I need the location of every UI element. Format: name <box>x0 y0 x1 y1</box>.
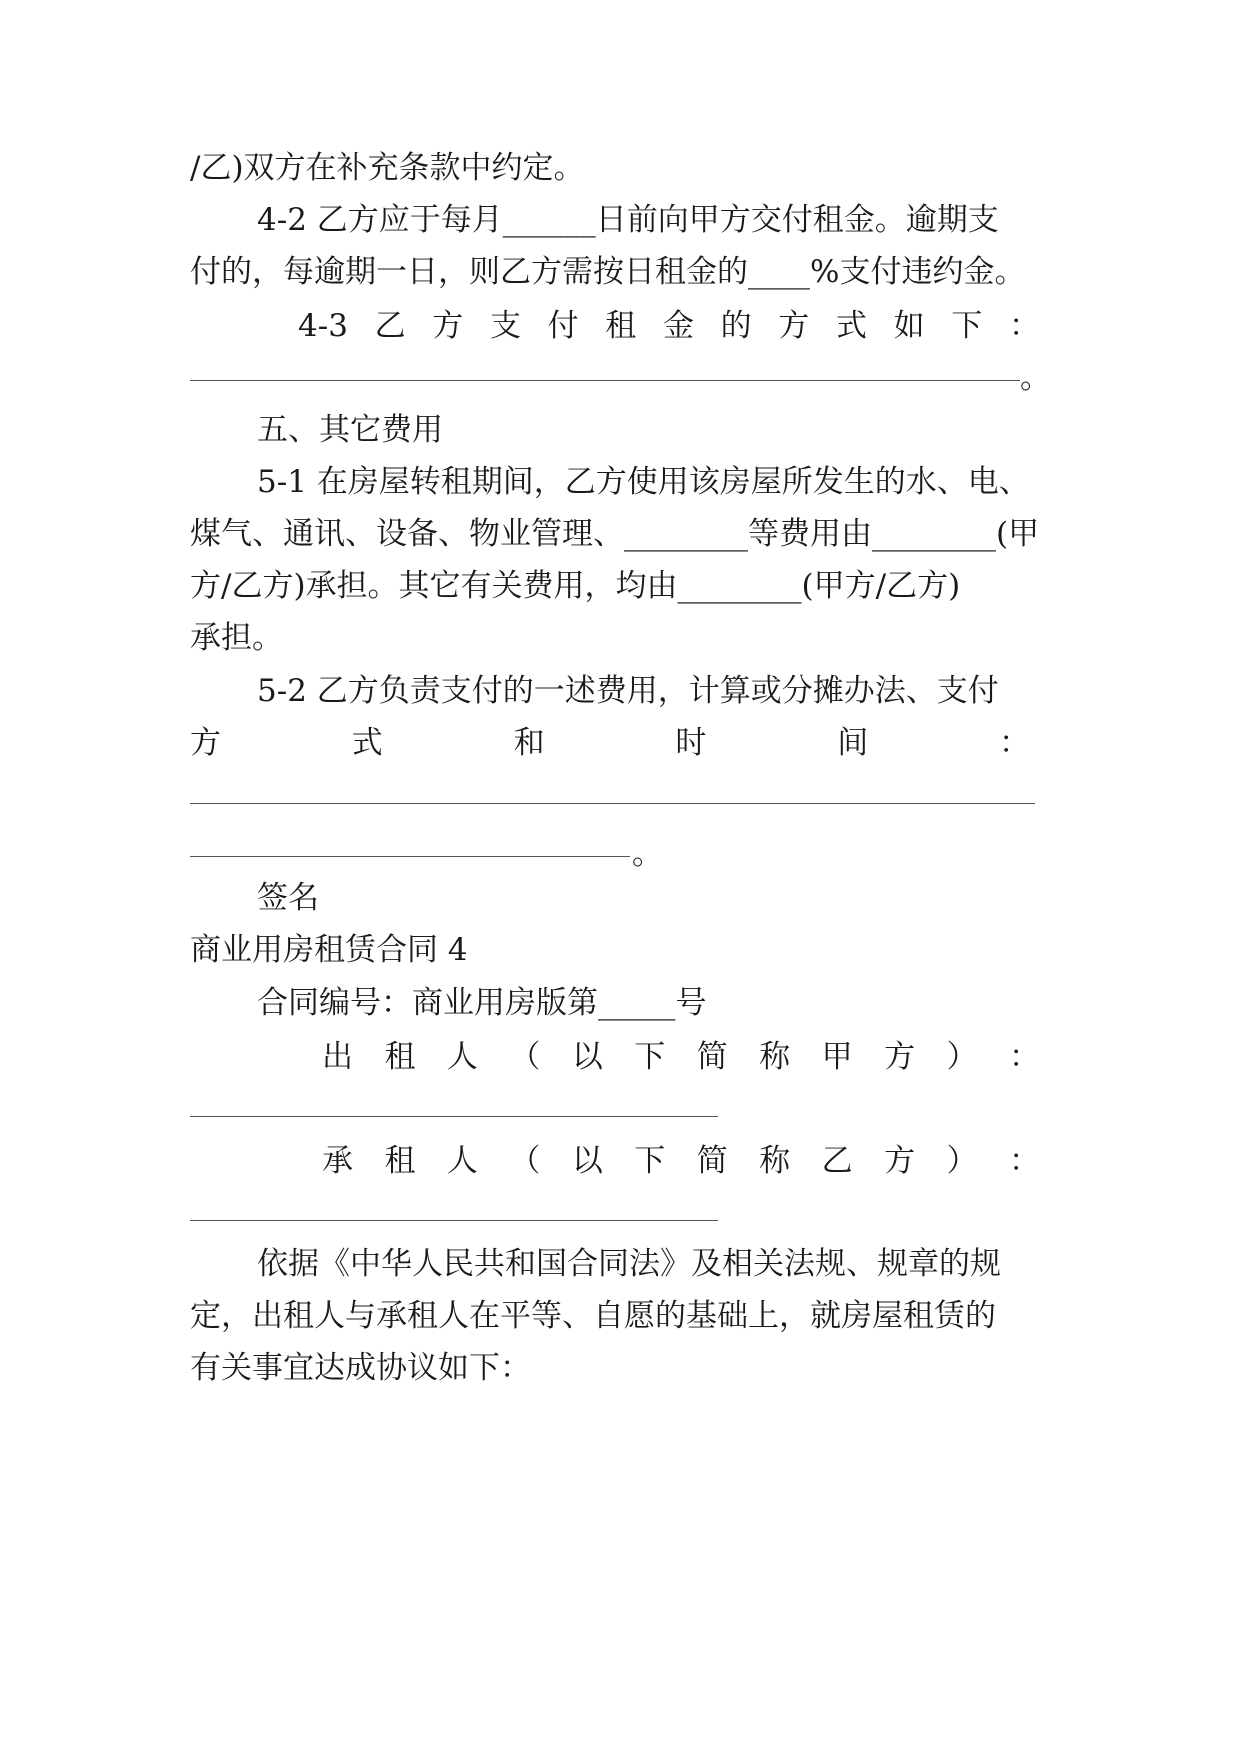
preamble: 依据《中华人民共和国合同法》及相关法规、规章的规 <box>257 1246 1001 1282</box>
char: 和 <box>513 725 545 761</box>
justified-line <box>190 723 1030 763</box>
char: 下 <box>634 1143 666 1179</box>
char: 下 <box>634 1039 666 1075</box>
contract-number: 合同编号：商业用房版第_____号 <box>257 985 707 1021</box>
char: 方 <box>432 308 464 344</box>
clause-4-2: 4-2 乙方应于每月______日前向甲方交付租金。逾期支 <box>257 202 999 238</box>
char: 间 <box>837 725 869 761</box>
char: 承 <box>322 1143 353 1179</box>
char: ： <box>1008 308 1040 344</box>
paragraph-line: 有关事宜达成协议如下： <box>190 1350 531 1386</box>
clause-5-2: 5-2 乙方负责支付的一述费用，计算或分摊办法、支付 <box>257 673 999 709</box>
char: 如 <box>893 308 925 344</box>
paragraph-line: 承担。 <box>190 620 283 656</box>
char: 金 <box>662 308 694 344</box>
char: 租 <box>605 308 637 344</box>
blank-line <box>190 1220 718 1221</box>
period: 。 <box>632 836 663 872</box>
paragraph-line: 方/乙方)承担。其它有关费用，均由________(甲方/乙方) <box>190 568 961 604</box>
char: ： <box>1008 1039 1040 1075</box>
char: 以 <box>571 1039 603 1075</box>
char: 称 <box>759 1143 791 1179</box>
char: 支 <box>489 308 521 344</box>
char: 出 <box>322 1039 353 1075</box>
char: 付 <box>547 308 579 344</box>
char: 租 <box>384 1039 416 1075</box>
paragraph-line: /乙)双方在补充条款中约定。 <box>190 150 585 186</box>
char: 乙 <box>374 308 406 344</box>
paragraph-line: 定，出租人与承租人在平等、自愿的基础上，就房屋租赁的 <box>190 1298 996 1334</box>
char: 租 <box>384 1143 416 1179</box>
period: 。 <box>1020 360 1051 396</box>
char: 方 <box>884 1039 916 1075</box>
char: 式 <box>351 725 383 761</box>
char: 时 <box>675 725 707 761</box>
blank-line <box>190 803 1035 804</box>
char: 称 <box>759 1039 791 1075</box>
clause-4-3 <box>298 306 1040 346</box>
char: 简 <box>696 1143 728 1179</box>
char: 的 <box>720 308 752 344</box>
paragraph-line: 付的，每逾期一日，则乙方需按日租金的____%支付违约金。 <box>190 254 1026 290</box>
char: （ <box>509 1143 541 1179</box>
char: 简 <box>696 1039 728 1075</box>
char: 下 <box>951 308 983 344</box>
char: 方 <box>884 1143 916 1179</box>
char: 方 <box>190 725 221 761</box>
char: 式 <box>835 308 867 344</box>
blank-line <box>190 1116 718 1117</box>
signature-label: 签名 <box>257 880 319 916</box>
char: 4-3 <box>298 308 348 344</box>
paragraph-line: 煤气、通讯、设备、物业管理、________等费用由________(甲 <box>190 516 1040 552</box>
section-heading: 五、其它费用 <box>257 412 443 448</box>
document-title: 商业用房租赁合同 4 <box>190 932 468 968</box>
lessee-line <box>322 1141 1040 1181</box>
char: 人 <box>446 1143 478 1179</box>
char: （ <box>509 1039 541 1075</box>
char: 甲 <box>821 1039 853 1075</box>
char: 人 <box>446 1039 478 1075</box>
blank-line <box>190 380 1020 381</box>
blank-line <box>190 856 630 857</box>
char: ） <box>946 1143 978 1179</box>
char: ： <box>998 725 1030 761</box>
char: 方 <box>778 308 810 344</box>
char: ： <box>1008 1143 1040 1179</box>
char: 乙 <box>821 1143 853 1179</box>
lessor-line <box>322 1037 1040 1077</box>
clause-5-1: 5-1 在房屋转租期间，乙方使用该房屋所发生的水、电、 <box>257 464 1030 500</box>
char: ） <box>946 1039 978 1075</box>
char: 以 <box>571 1143 603 1179</box>
